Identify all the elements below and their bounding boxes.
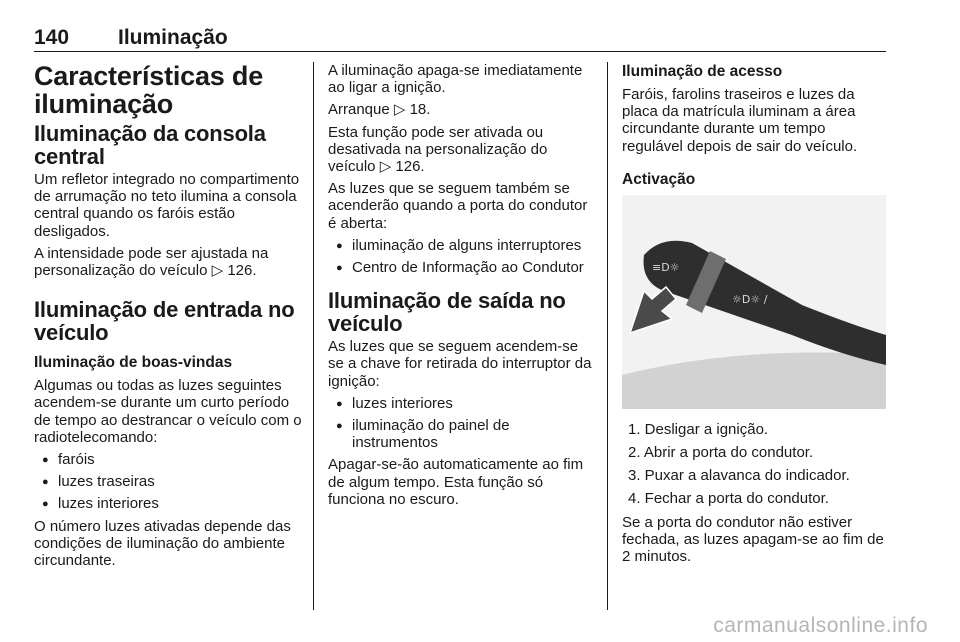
numbered-steps [622,421,886,508]
page-header [34,12,886,52]
step-item: 4. Fechar a porta do condutor. [628,490,829,508]
step-item: 1. Desligar a ignição. [628,420,769,438]
list-item: ● iluminação de alguns interruptores [328,237,596,254]
list-item: ● Centro de Informação ao Condutor [328,259,596,276]
step-item: 3. Puxar a alavanca do indicador. [628,467,850,485]
list-item: ● luzes traseiras [34,473,302,490]
paragraph: As luzes que se seguem acendem-se se a chave for retirada do interruptor da ignição: [328,338,592,390]
paragraph: Apagar-se-ão automaticamente ao fim de algum tempo. Esta função só funciona no escuro. [328,456,584,508]
list-item: ● luzes interiores [328,395,596,412]
paragraph: Algumas ou todas as luzes seguintes acendem-se durante um curto período de tempo ao destrancar o veículo com o radiotelecomando: [34,377,302,446]
headlight-symbol-icon: ≡D☼ [652,260,680,274]
bullet-list [328,395,596,452]
paragraph: Se a porta do condutor não estiver fechada, as luzes apagam-se ao fim de 2 minutos. [622,513,884,566]
list-item: ● faróis [34,451,302,468]
paragraph: Um refletor integrado no compartimento de arrumação no teto ilumina a consola central quando os faróis estão desligados. [34,171,300,240]
running-section-title: Iluminação [118,26,228,49]
paragraph: As luzes que se seguem também se acenderão quando a porta do condutor é aberta: [328,180,588,232]
list-item: ● iluminação do painel de instrumentos [328,417,596,451]
step-item: 2. Abrir a porta do condutor. [628,444,814,462]
column-right [622,62,886,570]
column-middle [328,62,596,513]
heading-console-lighting: Iluminação da consola central [34,121,266,169]
stalk-figure-svg [622,195,886,409]
site-watermark: carmanualsonline.info [713,614,928,637]
parking-light-symbol-icon: ☼D☼ / [732,292,768,306]
paragraph: O número luzes ativadas depende das condições de iluminação do ambiente circundante. [34,517,291,570]
column-divider [313,62,314,610]
heading-exit-lighting: Iluminação de saída no veículo [328,288,566,337]
list-item: ● luzes interiores [34,495,302,512]
paragraph-with-reference: Esta função pode ser ativada ou desativada na personalização do veículo ▷ 126. [328,123,548,176]
section-title: Características de iluminação [34,61,264,119]
heading-access-lighting: Iluminação de acesso [622,63,783,80]
paragraph: Faróis, farolins traseiros e luzes da placa da matrícula iluminam a área circundante durante um tempo regulável depois de sair do veículo. [622,86,858,155]
paragraph-with-reference: A intensidade pode ser ajustada na personalização do veículo ▷ 126. [34,244,269,280]
page-number: 140 [34,26,70,49]
paragraph-with-reference: Arranque ▷ 18. [328,101,431,119]
column-divider [607,62,608,610]
heading-entry-lighting: Iluminação de entrada no veículo [34,297,295,346]
paragraph: A iluminação apaga-se imediatamente ao ligar a ignição. [328,62,583,97]
heading-activation: Activação [622,170,696,188]
column-left [34,62,302,574]
indicator-stalk-illustration [622,195,886,409]
bullet-list [328,237,596,276]
bullet-list [34,451,302,513]
heading-welcome-lighting: Iluminação de boas-vindas [34,354,233,372]
